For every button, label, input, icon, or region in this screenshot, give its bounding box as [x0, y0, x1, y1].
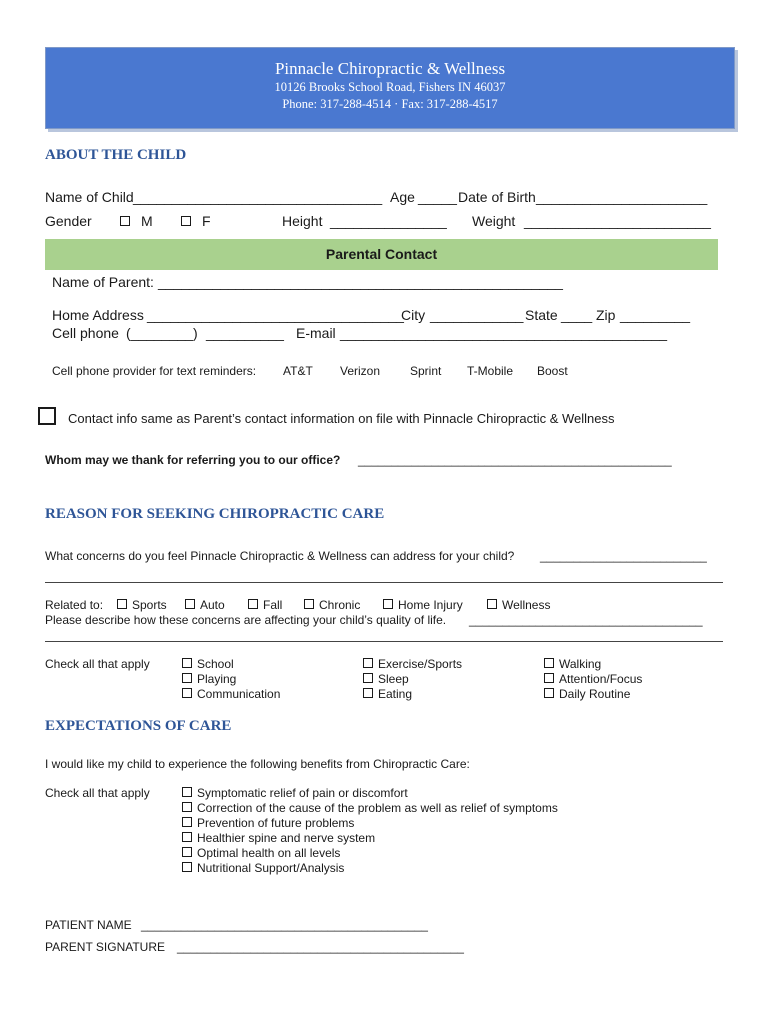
benefit-option[interactable]: Prevention of future problems: [182, 816, 558, 831]
related-option[interactable]: Fall: [248, 598, 282, 612]
checkbox-icon[interactable]: [182, 658, 192, 668]
checkbox-icon[interactable]: [248, 599, 258, 609]
checkbox-icon[interactable]: [182, 832, 192, 842]
gender-f-option[interactable]: F: [181, 213, 211, 229]
cell-phone-label: Cell phone: [52, 325, 119, 341]
checkbox-icon[interactable]: [182, 688, 192, 698]
home-address-label: Home Address: [52, 307, 144, 323]
checkbox-icon[interactable]: [544, 673, 554, 683]
check-option[interactable]: Communication: [182, 687, 280, 702]
checkbox-icon[interactable]: [181, 216, 191, 226]
parental-contact-bar: [45, 239, 718, 270]
city-field[interactable]: ____________: [430, 307, 524, 323]
provider-option[interactable]: Sprint: [410, 364, 442, 378]
clinic-address: 10126 Brooks School Road, Fishers IN 46037: [274, 80, 506, 94]
checkbox-icon[interactable]: [182, 847, 192, 857]
checkbox-icon[interactable]: [182, 817, 192, 827]
child-name-label: Name of Child: [45, 189, 134, 205]
checkbox-icon[interactable]: [117, 599, 127, 609]
provider-option[interactable]: AT&T: [283, 364, 313, 378]
zip-label: Zip: [596, 307, 616, 323]
gender-label: Gender: [45, 213, 92, 229]
section-title-expectations: EXPECTATIONS OF CARE: [45, 718, 232, 734]
home-address-field[interactable]: _________________________________: [147, 307, 404, 323]
section-title-reason: REASON FOR SEEKING CHIROPRACTIC CARE: [45, 506, 385, 522]
check-option[interactable]: Daily Routine: [544, 687, 642, 702]
related-option[interactable]: Chronic: [304, 598, 360, 612]
check-column-1: [182, 657, 280, 702]
concerns-field[interactable]: _________________________: [540, 549, 707, 563]
checkbox-icon[interactable]: [363, 673, 373, 683]
expectations-check-label: Check all that apply: [45, 786, 150, 800]
related-option[interactable]: Auto: [185, 598, 225, 612]
checkbox-icon[interactable]: [182, 862, 192, 872]
clinic-name: Pinnacle Chiropractic & Wellness: [274, 59, 506, 78]
city-label: City: [401, 307, 426, 323]
check-option[interactable]: Exercise/Sports: [363, 657, 462, 672]
height-field[interactable]: _______________: [330, 213, 447, 229]
related-option[interactable]: Sports: [117, 598, 167, 612]
cell-number-field[interactable]: __________: [206, 325, 284, 341]
referral-question: Whom may we thank for referring you to our office?: [45, 453, 341, 467]
benefit-option[interactable]: Nutritional Support/Analysis: [182, 861, 558, 876]
zip-field[interactable]: _________: [620, 307, 691, 323]
checkbox-icon[interactable]: [182, 673, 192, 683]
describe-field-line[interactable]: [45, 641, 723, 642]
check-all-label: Check all that apply: [45, 657, 150, 671]
dob-field[interactable]: ______________________: [536, 189, 708, 205]
benefit-option[interactable]: Healthier spine and nerve system: [182, 831, 558, 846]
provider-option[interactable]: Boost: [537, 364, 568, 378]
checkbox-icon[interactable]: [363, 688, 373, 698]
same-contact-label: Contact info same as Parent’s contact information on file with Pinnacle Chiropractic & Wellness: [68, 411, 615, 426]
same-contact-checkbox[interactable]: [38, 407, 56, 425]
check-column-3: [544, 657, 642, 702]
age-label: Age: [390, 189, 415, 205]
benefit-option[interactable]: Symptomatic relief of pain or discomfort: [182, 786, 558, 801]
provider-option[interactable]: Verizon: [340, 364, 381, 378]
patient-name-label: PATIENT NAME: [45, 918, 132, 932]
clinic-phone-fax: Phone: 317-288-4514 · Fax: 317-288-4517: [282, 97, 498, 111]
patient-name-field[interactable]: ___________________________________________: [141, 918, 428, 932]
email-field[interactable]: __________________________________________: [340, 325, 668, 341]
parent-name-field[interactable]: ____________________________________________________: [158, 274, 563, 290]
check-option[interactable]: Playing: [182, 672, 280, 687]
checkbox-icon[interactable]: [487, 599, 497, 609]
state-field[interactable]: ____: [561, 307, 593, 323]
dob-label: Date of Birth: [458, 189, 536, 205]
gender-m-option[interactable]: M: [120, 213, 153, 229]
describe-question: Please describe how these concerns are affecting your child’s quality of life.: [45, 613, 447, 627]
provider-label: Cell phone provider for text reminders:: [52, 364, 257, 378]
benefits-list: [182, 786, 558, 876]
check-column-2: [363, 657, 462, 702]
benefit-option[interactable]: Optimal health on all levels: [182, 846, 558, 861]
checkbox-icon[interactable]: [182, 787, 192, 797]
parent-signature-field[interactable]: ___________________________________________: [177, 940, 464, 954]
weight-field[interactable]: ________________________: [524, 213, 711, 229]
check-option[interactable]: School: [182, 657, 280, 672]
checkbox-icon[interactable]: [182, 802, 192, 812]
parent-name-label: Name of Parent:: [52, 274, 154, 290]
check-option[interactable]: Walking: [544, 657, 642, 672]
benefit-option[interactable]: Correction of the cause of the problem as well as relief of symptoms: [182, 801, 558, 816]
parental-contact-title: Parental Contact: [325, 246, 438, 262]
section-title-about: ABOUT THE CHILD: [45, 147, 187, 163]
checkbox-icon[interactable]: [363, 658, 373, 668]
height-label: Height: [282, 213, 323, 229]
concerns-question: What concerns do you feel Pinnacle Chiropractic & Wellness can address for your child?: [45, 549, 515, 563]
checkbox-icon[interactable]: [544, 688, 554, 698]
checkbox-icon[interactable]: [383, 599, 393, 609]
checkbox-icon[interactable]: [120, 216, 130, 226]
check-option[interactable]: Eating: [363, 687, 462, 702]
expectations-intro: I would like my child to experience the following benefits from Chiropractic Care:: [45, 757, 470, 771]
related-option[interactable]: Wellness: [487, 598, 550, 612]
check-option[interactable]: Attention/Focus: [544, 672, 642, 687]
child-name-field[interactable]: ________________________________: [133, 189, 383, 205]
referral-field[interactable]: _______________________________________________: [358, 453, 672, 467]
parent-signature-label: PARENT SIGNATURE: [45, 940, 166, 954]
checkbox-icon[interactable]: [185, 599, 195, 609]
provider-option[interactable]: T-Mobile: [467, 364, 514, 378]
checkbox-icon[interactable]: [304, 599, 314, 609]
state-label: State: [525, 307, 558, 323]
concerns-field-line[interactable]: [45, 582, 723, 583]
checkbox-icon[interactable]: [544, 658, 554, 668]
related-option[interactable]: Home Injury: [383, 598, 463, 612]
describe-field[interactable]: ___________________________________: [469, 613, 703, 627]
related-label: Related to:: [45, 598, 104, 612]
weight-label: Weight: [472, 213, 516, 229]
check-option[interactable]: Sleep: [363, 672, 462, 687]
email-label: E-mail: [296, 325, 336, 341]
age-field[interactable]: _____: [418, 189, 457, 205]
clinic-header: [45, 47, 735, 129]
cell-area-code-field[interactable]: (________): [126, 325, 198, 341]
